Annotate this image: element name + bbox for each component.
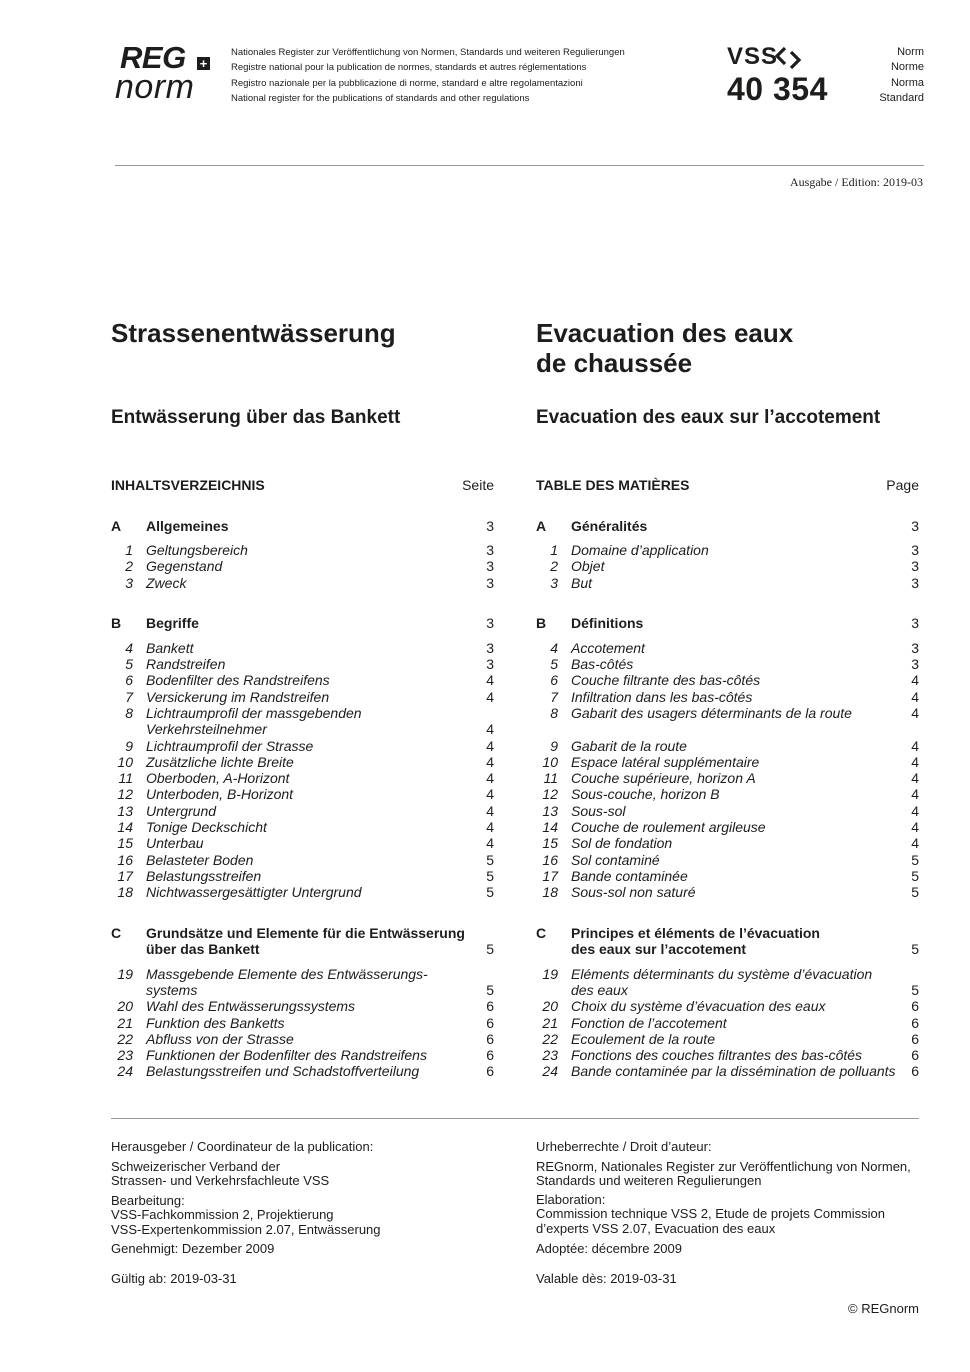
toc-section-title: Begriffe — [146, 615, 199, 631]
toc-item-text: Unterbau — [146, 835, 204, 851]
footer-divider — [111, 1118, 919, 1119]
toc-item-page: 6 — [486, 1047, 494, 1063]
regnorm-logo-reg: REG — [120, 40, 186, 75]
toc-item-number: 18 — [542, 884, 558, 900]
toc-item-number: 12 — [542, 786, 558, 802]
toc-item-text: Versickerung im Randstreifen — [146, 689, 330, 705]
toc-item-number: 17 — [542, 868, 558, 884]
toc-item-text: Fonction de l’accotement — [571, 1015, 727, 1031]
toc-item-page: 4 — [911, 786, 919, 802]
toc-item-page: 5 — [486, 884, 494, 900]
toc-item-text: Lichtraumprofil der Strasse — [146, 738, 314, 754]
toc-item-page: 6 — [911, 1015, 919, 1031]
toc-item-text: Wahl des Entwässerungssystems — [146, 998, 356, 1014]
toc-item-text: Couche filtrante des bas-côtés — [571, 672, 761, 688]
toc-item-text: Gabarit de la route — [571, 738, 687, 754]
editing-line: VSS-Fachkommission 2, Projektierung — [111, 1207, 334, 1223]
toc-item-number: 18 — [117, 884, 133, 900]
toc-heading-de: INHALTSVERZEICHNIS — [111, 477, 265, 493]
toc-item-number: 20 — [542, 998, 558, 1014]
toc-item-text: Abfluss von der Strasse — [146, 1031, 294, 1047]
toc-item-number: 20 — [117, 998, 133, 1014]
valid-date-fr: Valable dès: 2019-03-31 — [536, 1271, 677, 1286]
toc-item-page: 4 — [911, 803, 919, 819]
header-divider — [115, 165, 924, 166]
toc-item-text: Bankett — [146, 640, 194, 656]
toc-item-page: 3 — [486, 558, 494, 574]
elaboration-line: Commission technique VSS 2, Etude de projets Commission — [536, 1206, 885, 1222]
toc-item-page: 3 — [911, 656, 919, 672]
toc-item-number: 4 — [550, 640, 558, 656]
adopted-date: Adoptée: décembre 2009 — [536, 1241, 682, 1256]
copyright-line: REGnorm, Nationales Register zur Veröffentlichung von Normen, — [536, 1159, 911, 1174]
toc-item-page: 3 — [486, 542, 494, 558]
norm-label-en: Standard — [879, 91, 924, 104]
norm-label-fr: Norme — [890, 61, 924, 74]
norm-labels — [879, 45, 924, 106]
toc-item-text: Geltungsbereich — [146, 542, 248, 558]
toc-item-text: Sous-sol — [571, 803, 626, 819]
title-de: Strassenentwässerung — [111, 318, 396, 348]
toc-item-number: 2 — [550, 558, 558, 574]
toc-item-number: 3 — [125, 575, 133, 591]
toc-section-page: 5 — [911, 941, 919, 957]
toc-item-page: 6 — [911, 1047, 919, 1063]
toc-item-page: 4 — [486, 738, 494, 754]
toc-section-title: Principes et éléments de l’évacuation — [571, 925, 820, 941]
toc-section-title: Généralités — [571, 518, 648, 534]
register-line-en: National register for the publications of standards and other regulations — [231, 92, 530, 104]
toc-item-number: 7 — [125, 689, 133, 705]
toc-item-page: 3 — [911, 542, 919, 558]
toc-item-number: 17 — [117, 868, 133, 884]
toc-item-page: 4 — [486, 803, 494, 819]
toc-item-number: 19 — [542, 966, 558, 982]
toc-item-text: systems — [146, 982, 198, 998]
toc-item-text: Bas-côtés — [571, 656, 634, 672]
toc-section-title: Définitions — [571, 615, 644, 631]
toc-section-page: 3 — [486, 518, 494, 534]
subtitle-de: Entwässerung über das Bankett — [111, 407, 401, 428]
toc-item-text: des eaux — [571, 982, 628, 998]
toc-item-number: 14 — [117, 819, 133, 835]
toc-item-text: Randstreifen — [146, 656, 226, 672]
toc-item-page: 5 — [911, 852, 919, 868]
toc-item-page: 3 — [486, 656, 494, 672]
toc-item-number: 22 — [117, 1031, 133, 1047]
copyright-line: Standards und weiteren Regulierungen — [536, 1173, 762, 1189]
toc-item-number: 10 — [542, 754, 558, 770]
register-line-fr: Registre national pour la publication de normes, standards et autres réglementations — [231, 62, 587, 74]
toc-item-number: 15 — [542, 835, 558, 851]
toc-heading-fr: TABLE DES MATIÈRES — [536, 477, 690, 493]
toc-item-text: Unterboden, B-Horizont — [146, 786, 294, 802]
norm-label-it: Norma — [890, 76, 924, 89]
toc-section-letter: B — [111, 615, 122, 631]
toc-item-number: 13 — [117, 803, 133, 819]
toc-item-page: 4 — [486, 770, 494, 786]
toc-item-number: 21 — [542, 1015, 558, 1031]
toc-item-text: Sous-sol non saturé — [571, 884, 696, 900]
title-fr-line2: de chaussée — [536, 348, 693, 378]
toc-item-text: Objet — [571, 558, 605, 574]
toc-item-page: 5 — [911, 982, 919, 998]
toc-item-text: Sous-couche, horizon B — [571, 786, 720, 802]
register-line-de: Nationales Register zur Veröffentlichung von Normen, Standards und weiteren Regulierungen — [231, 47, 625, 58]
toc-item-text: Nichtwassergesättigter Untergrund — [146, 884, 362, 900]
toc-item-number: 21 — [117, 1015, 133, 1031]
toc-item-page: 4 — [486, 721, 494, 737]
publisher-line: Schweizerischer Verband der — [111, 1159, 281, 1174]
approved-date: Genehmigt: Dezember 2009 — [111, 1241, 275, 1256]
toc-item-text: Bande contaminée par la dissémination de polluants — [571, 1063, 896, 1079]
toc-item-number: 3 — [550, 575, 558, 591]
toc-item-text: Choix du système d’évacuation des eaux — [571, 998, 826, 1014]
toc-item-page: 6 — [486, 1063, 494, 1079]
subtitle-fr: Evacuation des eaux sur l’accotement — [536, 407, 881, 428]
toc-section-page: 5 — [486, 941, 494, 957]
toc-item-page: 4 — [911, 835, 919, 851]
toc-item-page: 6 — [486, 1015, 494, 1031]
toc-section-page: 3 — [911, 615, 919, 631]
elaboration-line: d’experts VSS 2.07, Evacuation des eaux — [536, 1220, 776, 1236]
toc-item-page: 5 — [486, 982, 494, 998]
norm-label-de: Norm — [897, 46, 924, 58]
vss-arrow-icon — [775, 46, 803, 70]
toc-section-title: des eaux sur l’accotement — [571, 941, 747, 957]
footer-right — [536, 1140, 712, 1154]
toc-item-text: Espace latéral supplémentaire — [571, 754, 760, 770]
toc-item-text: Belastungsstreifen — [146, 868, 262, 884]
toc-item-text: Massgebende Elemente des Entwässerungs- — [146, 966, 428, 982]
swiss-cross-icon: + — [197, 57, 210, 70]
toc-page-label-fr: Page — [886, 477, 919, 493]
toc-item-page: 4 — [911, 705, 919, 721]
toc-item-page: 4 — [911, 819, 919, 835]
toc-item-page: 6 — [486, 1031, 494, 1047]
publisher-line: Strassen- und Verkehrsfachleute VSS — [111, 1173, 330, 1189]
toc-item-page: 6 — [911, 1031, 919, 1047]
toc-section-page: 3 — [486, 615, 494, 631]
toc-item-page: 5 — [911, 884, 919, 900]
toc-item-page: 4 — [486, 672, 494, 688]
toc-section-letter: C — [536, 925, 547, 941]
vss-logo: VSS — [727, 43, 779, 70]
toc-item-number: 9 — [125, 738, 133, 754]
toc-item-page: 6 — [911, 1063, 919, 1079]
toc-item-text: Domaine d’application — [571, 542, 709, 558]
elaboration-label: Elaboration: — [536, 1192, 606, 1207]
toc-item-number: 9 — [550, 738, 558, 754]
regnorm-logo-norm: norm — [115, 68, 195, 106]
edition-date: Ausgabe / Edition: 2019-03 — [790, 175, 923, 189]
toc-item-number: 22 — [542, 1031, 558, 1047]
toc-item-number: 24 — [117, 1063, 133, 1079]
toc-section-letter: C — [111, 925, 122, 941]
publisher-block — [111, 1160, 329, 1189]
toc-item-number: 5 — [125, 656, 133, 672]
toc-item-text: Couche de roulement argileuse — [571, 819, 766, 835]
toc-item-page: 3 — [486, 640, 494, 656]
publisher-label: Herausgeber / Coordinateur de la publication: — [111, 1139, 374, 1154]
toc-item-page: 4 — [911, 770, 919, 786]
footer-left — [111, 1140, 373, 1154]
toc-item-page: 4 — [911, 754, 919, 770]
toc-item-number: 10 — [117, 754, 133, 770]
toc-item-text: Tonige Deckschicht — [146, 819, 267, 835]
toc-item-text: Accotement — [571, 640, 645, 656]
toc-item-page: 4 — [911, 672, 919, 688]
toc-item-number: 7 — [550, 689, 558, 705]
toc-item-text: Ecoulement de la route — [571, 1031, 715, 1047]
toc-item-text: Bande contaminée — [571, 868, 688, 884]
toc-item-text: Couche supérieure, horizon A — [571, 770, 756, 786]
toc-item-page: 4 — [486, 786, 494, 802]
toc-item-text: Bodenfilter des Randstreifens — [146, 672, 330, 688]
toc-item-number: 11 — [543, 770, 558, 786]
toc-item-text: Sol de fondation — [571, 835, 673, 851]
toc-item-number: 16 — [117, 852, 133, 868]
toc-item-page: 5 — [486, 868, 494, 884]
toc-item-page: 6 — [486, 998, 494, 1014]
register-line-it: Registro nazionale per la pubblicazione di norme, standard e altre regolamentazioni — [231, 77, 583, 89]
toc-item-text: Gabarit des usagers déterminants de la route — [571, 705, 852, 721]
toc-item-text: Funktionen der Bodenfilter des Randstreifens — [146, 1047, 427, 1063]
toc-item-text: Sol contaminé — [571, 852, 660, 868]
toc-item-page: 5 — [911, 868, 919, 884]
toc-item-text: Belastungsstreifen und Schadstoffverteilung — [146, 1063, 420, 1079]
title-fr-line1: Evacuation des eaux — [536, 318, 794, 348]
toc-item-page: 4 — [486, 819, 494, 835]
toc-item-number: 1 — [125, 542, 133, 558]
editing-label: Bearbeitung: — [111, 1193, 185, 1208]
toc-section-page: 3 — [911, 518, 919, 534]
toc-item-number: 24 — [542, 1063, 558, 1079]
toc-item-number: 15 — [117, 835, 133, 851]
elaboration-block — [536, 1193, 885, 1236]
toc-item-text: Untergrund — [146, 803, 217, 819]
toc-item-number: 5 — [550, 656, 558, 672]
register-description — [231, 45, 625, 106]
toc-item-page: 3 — [911, 640, 919, 656]
toc-item-number: 6 — [550, 672, 558, 688]
toc-item-text: Zusätzliche lichte Breite — [146, 754, 294, 770]
toc-item-text: Verkehrsteilnehmer — [146, 721, 267, 737]
copyright-notice: © REGnorm — [848, 1301, 919, 1316]
toc-item-text: But — [571, 575, 593, 591]
toc-item-number: 1 — [550, 542, 558, 558]
toc-item-text: Infiltration dans les bas-côtés — [571, 689, 753, 705]
standard-number: 40 354 — [727, 71, 828, 107]
toc-section-letter: A — [111, 518, 122, 534]
toc-item-number: 13 — [542, 803, 558, 819]
toc-item-text: Fonctions des couches filtrantes des bas-côtés — [571, 1047, 863, 1063]
toc-item-number: 2 — [125, 558, 133, 574]
toc-item-page: 4 — [486, 689, 494, 705]
toc-item-number: 8 — [550, 705, 558, 721]
toc-item-text: Lichtraumprofil der massgebenden — [146, 705, 362, 721]
toc-item-number: 4 — [125, 640, 133, 656]
toc-page-label-de: Seite — [462, 477, 494, 493]
toc-section-letter: A — [536, 518, 547, 534]
toc-item-text: Oberboden, A-Horizont — [146, 770, 290, 786]
toc-item-page: 4 — [486, 835, 494, 851]
toc-item-page: 6 — [911, 998, 919, 1014]
copyright-label: Urheberrechte / Droit d’auteur: — [536, 1139, 712, 1154]
toc-section-title: Allgemeines — [146, 518, 229, 534]
toc-item-page: 4 — [486, 754, 494, 770]
toc-item-text: Gegenstand — [146, 558, 223, 574]
toc-item-page: 4 — [911, 689, 919, 705]
editing-block — [111, 1194, 381, 1237]
toc-item-number: 23 — [542, 1047, 558, 1063]
toc-item-text: Funktion des Banketts — [146, 1015, 285, 1031]
toc-item-number: 14 — [542, 819, 558, 835]
editing-line: VSS-Expertenkommission 2.07, Entwässerung — [111, 1221, 381, 1237]
toc-section-title: Grundsätze und Elemente für die Entwässerung — [146, 925, 465, 941]
copyright-block — [536, 1160, 911, 1189]
toc-item-number: 6 — [125, 672, 133, 688]
toc-item-text: Belasteter Boden — [146, 852, 254, 868]
toc-item-number: 11 — [118, 770, 133, 786]
toc-item-page: 3 — [911, 558, 919, 574]
toc-item-number: 16 — [542, 852, 558, 868]
toc-item-number: 12 — [117, 786, 133, 802]
toc-item-text: Zweck — [146, 575, 187, 591]
toc-section-title: über das Bankett — [146, 941, 260, 957]
toc-item-number: 23 — [117, 1047, 133, 1063]
toc-item-page: 4 — [911, 738, 919, 754]
toc-item-text: Eléments déterminants du système d’évacuation — [571, 966, 873, 982]
toc-item-number: 19 — [117, 966, 133, 982]
toc-item-page: 3 — [486, 575, 494, 591]
valid-date-de: Gültig ab: 2019-03-31 — [111, 1271, 237, 1286]
toc-item-number: 8 — [125, 705, 133, 721]
toc-item-page: 3 — [911, 575, 919, 591]
toc-section-letter: B — [536, 615, 547, 631]
toc-item-page: 5 — [486, 852, 494, 868]
